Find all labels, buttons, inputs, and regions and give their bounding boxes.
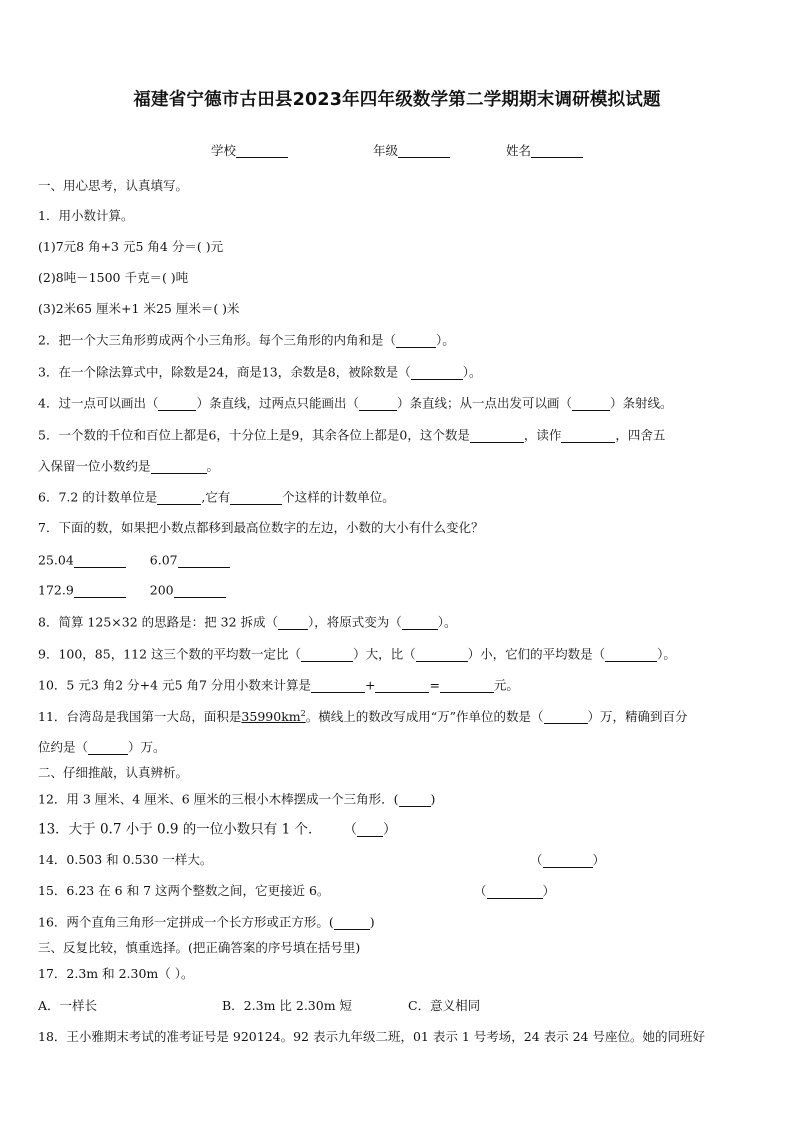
question-7-stem: 7．下面的数，如果把小数点都移到最高位数字的左边，小数的大小有什么变化？ [38, 520, 484, 535]
answer-blank[interactable] [278, 616, 308, 630]
paren-open: （ [530, 852, 543, 868]
answer-blank[interactable] [357, 822, 383, 837]
question-17-stem: 17．2.3m 和 2.30m（ ）。 [38, 966, 194, 981]
answer-blank[interactable] [334, 916, 370, 930]
answer-blank[interactable] [158, 397, 196, 411]
question-6-text-2: ,它有 [201, 489, 231, 505]
answer-blank[interactable] [572, 397, 610, 411]
question-2 [38, 334, 455, 348]
question-8-text-3: ）。 [437, 614, 457, 630]
equals-sign: = [429, 677, 440, 693]
question-8-text: 8．简算 125×32 的思路是：把 32 拆成（ [38, 614, 278, 630]
question-17-option-a[interactable]: A．一样长 [38, 998, 98, 1013]
number-item: 172.9 [38, 582, 74, 598]
question-9-text-4: ）。 [657, 646, 676, 662]
answer-blank[interactable] [375, 679, 429, 693]
question-5-line-2 [38, 460, 219, 474]
grade-field [373, 141, 450, 159]
question-1-part-1: (1)7元8 角+3 元5 角4 分＝( )元 [38, 239, 224, 254]
question-5-text-4: 入保留一位小数约是 [38, 458, 151, 474]
question-8 [38, 616, 457, 630]
answer-blank[interactable] [411, 366, 463, 380]
paren-close: ） [382, 821, 397, 838]
answer-blank[interactable] [561, 429, 615, 443]
question-17-option-b[interactable]: B．2.3m 比 2.30m 短 [222, 998, 353, 1013]
question-1-part-3: (3)2米65 厘米+1 米25 厘米＝( )米 [38, 301, 240, 316]
question-15-text: 15．6.23 在 6 和 7 这两个整数之间，它更接近 6。 [38, 883, 330, 898]
question-11-text: 11．台湾岛是我国第一大岛，面积是 [38, 709, 242, 725]
number-item: 200 [149, 582, 174, 598]
section-3-heading: 三、反复比较，慎重选择。(把正确答案的序号填在括号里) [38, 940, 361, 955]
question-6 [38, 491, 395, 505]
question-8-text-2: ），将原式变为（ [308, 614, 402, 630]
answer-blank[interactable] [402, 616, 438, 630]
question-6-text: 6．7.2 的计数单位是 [38, 489, 158, 505]
answer-blank[interactable] [157, 491, 201, 505]
answer-blank[interactable] [440, 679, 494, 693]
question-4-text: 4．过一点可以画出（ [38, 395, 159, 411]
question-5-text-3: ，四舍五 [615, 427, 666, 443]
answer-blank[interactable] [230, 491, 282, 505]
question-9 [38, 648, 676, 662]
question-5-text: 5．一个数的千位和百位上都是6，十分位上是9，其余各位上都是0，这个数是 [38, 427, 470, 443]
answer-blank[interactable] [470, 429, 524, 443]
grade-label: 年级 [373, 143, 399, 158]
name-field [506, 141, 583, 159]
question-7-row-2 [38, 584, 226, 598]
number-item: 25.04 [38, 552, 74, 568]
question-11-text-5: ）万。 [128, 739, 166, 755]
school-field [211, 141, 288, 159]
paren-open: （ [474, 883, 487, 899]
question-4-text-3: ）条直线；从一点出发可以画（ [396, 395, 572, 411]
question-5-text-2: ，读作 [523, 427, 562, 443]
answer-blank[interactable] [416, 648, 468, 662]
paren-open: （ [343, 821, 357, 838]
school-blank[interactable] [236, 145, 288, 159]
question-5-text-5: 。 [206, 458, 220, 474]
answer-blank[interactable] [174, 584, 226, 598]
question-11-text-4: 位约是（ [38, 739, 89, 755]
page-title: 福建省宁德市古田县2023年四年级数学第二学期期末调研模拟试题 [133, 90, 661, 110]
question-16 [38, 916, 375, 930]
answer-blank[interactable] [359, 397, 397, 411]
question-17-option-c[interactable]: C．意义相同 [408, 998, 481, 1013]
area-number: 35990 [241, 709, 282, 725]
answer-blank[interactable] [301, 648, 353, 662]
question-2-text-end: ）。 [435, 332, 455, 348]
question-14-answer [530, 854, 605, 868]
question-10-text-end: 元。 [493, 677, 519, 693]
question-3 [38, 366, 481, 380]
area-unit: km [281, 709, 301, 725]
question-6-text-3: 个这样的计数单位。 [282, 489, 395, 505]
number-item: 6.07 [149, 552, 178, 568]
question-5-line-1 [38, 429, 665, 443]
question-10 [38, 679, 519, 693]
answer-blank[interactable] [311, 679, 365, 693]
question-1-part-2: (2)8吨－1500 千克＝( )吨 [38, 270, 189, 285]
section-1-heading: 一、用心思考，认真填写。 [38, 178, 189, 193]
answer-blank[interactable] [74, 554, 126, 568]
question-12 [38, 793, 435, 807]
question-14 [38, 854, 212, 867]
question-16-text-end: ) [369, 914, 375, 930]
question-2-text: 2．把一个大三角形剪成两个小三角形。每个三角形的内角和是（ [38, 332, 396, 348]
underlined-area [241, 709, 305, 724]
grade-blank[interactable] [398, 145, 450, 159]
question-9-text: 9．100，85，112 这三个数的平均数一定比（ [38, 646, 302, 662]
question-10-text: 10．5 元3 角2 分+4 元5 角7 分用小数来计算是 [38, 677, 311, 693]
question-14-text: 14．0.503 和 0.530 一样大。 [38, 852, 213, 867]
question-11-line-1 [38, 710, 688, 724]
answer-blank[interactable] [605, 648, 657, 662]
area-unit-exponent: 2 [300, 709, 306, 718]
question-4 [38, 397, 673, 411]
answer-blank[interactable] [178, 554, 230, 568]
name-label: 姓名 [506, 143, 532, 158]
paren-close: ） [542, 883, 556, 899]
answer-blank[interactable] [74, 584, 126, 598]
question-11-line-2 [38, 741, 166, 755]
question-18-text: 18．王小雅期末考试的准考证号是 920124。92 表示九年级二班，01 表示 1 号考场，24 表示 24 号座位。她的同班好 [38, 1029, 705, 1044]
school-label: 学校 [211, 143, 237, 158]
answer-blank[interactable] [543, 854, 593, 868]
question-1-stem: 1．用小数计算。 [38, 208, 134, 223]
answer-blank[interactable] [151, 460, 207, 474]
question-11-text-2: 。横线上的数改写成用“万”作单位的数是（ [305, 709, 544, 725]
question-13-text: 13．大于 0.7 小于 0.9 的一位小数只有 1 个． [38, 821, 322, 838]
question-4-text-2: ）条直线，过两点只能画出（ [196, 395, 359, 411]
question-13 [38, 822, 396, 837]
answer-blank[interactable] [544, 711, 588, 725]
answer-blank[interactable] [88, 741, 128, 755]
question-15-answer [474, 885, 555, 899]
question-3-text: 3．在一个除法算式中，除数是24，商是13，余数是8，被除数是（ [38, 364, 411, 380]
question-4-text-4: ）条射线。 [610, 395, 673, 411]
question-15 [38, 885, 329, 898]
answer-blank[interactable] [487, 885, 543, 899]
question-12-text-end: ) [430, 791, 436, 807]
question-7-row-1 [38, 554, 230, 568]
question-9-text-2: ）大，比（ [353, 646, 416, 662]
answer-blank[interactable] [399, 793, 431, 807]
question-16-text: 16．两个直角三角形一定拼成一个长方形或正方形。( [38, 914, 334, 930]
question-12-text: 12．用 3 厘米、4 厘米、6 厘米的三根小木棒摆成一个三角形．( [38, 791, 399, 807]
paren-close: ） [592, 852, 606, 868]
plus-sign: + [364, 677, 376, 693]
question-3-text-end: ）。 [462, 364, 482, 380]
section-2-heading: 二、仔细推敲，认真辨析。 [38, 765, 189, 780]
question-11-text-3: ）万，精确到百分 [587, 709, 688, 725]
name-blank[interactable] [531, 145, 583, 159]
answer-blank[interactable] [396, 334, 436, 348]
question-9-text-3: ）小，它们的平均数是（ [467, 646, 606, 662]
